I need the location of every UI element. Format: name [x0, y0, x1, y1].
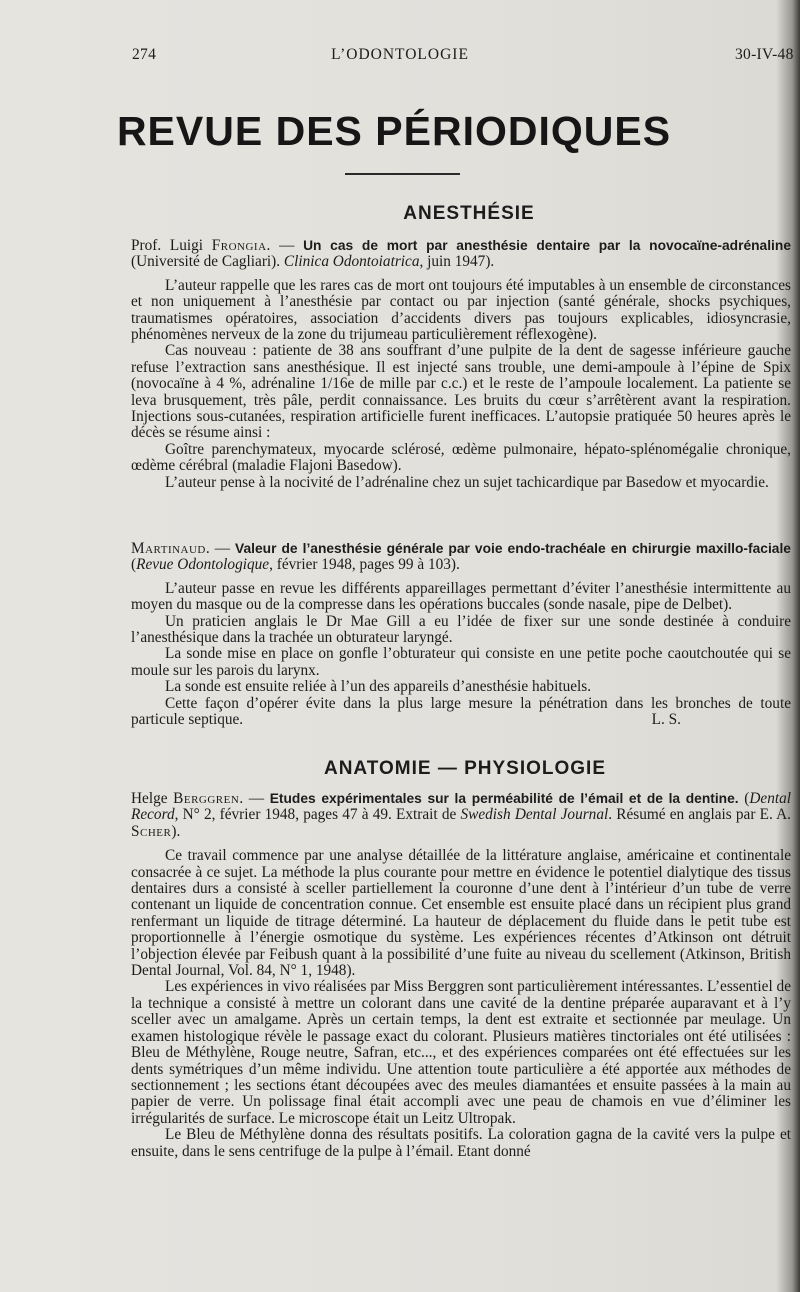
paragraph — [131, 696, 791, 729]
article-title: Etudes expérimentales sur la perméabilité de l’émail et de la dentine. — [269, 791, 739, 806]
signature-initials: L. S. — [651, 711, 681, 729]
paragraph-text: Cette façon d’opérer évite dans la plus large mesure la pénétration dans les bronches de toute particule septique. — [131, 694, 791, 729]
article-title: Un cas de mort par anesthésie dentaire par la novocaïne-adrénaline — [303, 238, 791, 253]
title-rule — [345, 173, 460, 175]
running-header: L’ODONTOLOGIE — [331, 46, 469, 63]
page-title: REVUE DES PÉRIODIQUES — [116, 108, 672, 154]
article-date: , février 1948, pages 99 à 103). — [269, 556, 460, 574]
journal-name: Dental Record — [131, 790, 791, 824]
page-number: 274 — [132, 46, 157, 63]
separator: . — — [205, 540, 236, 557]
paragraph: Un praticien anglais le Dr Mae Gill a eu l’idée de fixer sur une sonde destinée à conduire l’anesthésique dans la trachée un obturateur laryngé. — [131, 612, 791, 647]
separator: . — — [239, 790, 270, 807]
article-martinaud — [131, 541, 791, 728]
author-first: Helge — [131, 790, 174, 807]
paren-close: ). — [171, 822, 181, 840]
author-name: Frongia — [211, 237, 267, 254]
separator: . — — [266, 237, 304, 254]
journal-name: Clinica Odontoiatrica — [283, 253, 420, 271]
paragraph: L’auteur passe en revue les différents appareillages permettant d’éviter l’anesthésie intermittente au moyen du masque ou de la compresse dans les opérations buccales (sonde nasale, pipe de Delbet). — [131, 579, 791, 614]
paragraph: Cas nouveau : patiente de 38 ans souffrant d’une pulpite de la dent de sagesse inférieure gauche refuse l’extraction sans anesthésique. Il est injecté sans trouble, une demi-ampoule à l’épine de Spix (novocaïne à 4 %, adrénaline 1/16e de mille par c.c.) et le reste de l’ampoule localement. La patiente se leva brusquement, très pâle, perdit connaissance. Les bruits du cœur s’arrêtèrent avant la respiration. Injections sous-cutanées, respiration artificielle furent inefficaces. L’autopsie pratiquée 50 heures après le décès se résume ainsi : — [131, 342, 791, 442]
article-title: Valeur de l’anesthésie générale par voie endo-trachéale en chirurgie maxillo-faciale — [235, 541, 791, 556]
article-reference — [131, 238, 791, 271]
author-name: Berggren — [173, 790, 240, 807]
section-heading-anatomie: ANATOMIE — PHYSIOLOGIE — [323, 758, 607, 779]
paragraph: L’auteur pense à la nocivité de l’adrénaline chez un sujet tachicardique par Basedow et myocardie. — [165, 473, 769, 491]
article-date: , N° 2, février 1948, pages 47 à 49. Extrait de — [174, 806, 461, 824]
article-reference — [131, 791, 791, 840]
paragraph: Goître parenchymateux, myocarde sclérosé, œdème pulmonaire, hépato-splénomégalie chronique, œdème cérébral (maladie Flajoni Basedow). — [131, 440, 791, 475]
journal-name-2: Swedish Dental Journal — [460, 806, 609, 824]
section-heading-anesthesie: ANESTHÉSIE — [403, 203, 535, 224]
paragraph: La sonde est ensuite reliée à l’un des appareils d’anesthésie habituels. — [165, 678, 592, 696]
paragraph: Ce travail commence par une analyse détaillée de la littérature anglaise, américaine et continentale consacrée à ce sujet. La méthode la plus courante pour mettre en évidence le potentiel dialytique des tissus dentaires durs a consisté à sceller partiellement la couronne d’une dent à l’intérieur d’un tube de verre contenant un liquide de concentration connue. Cet ensemble est ensuite placé dans un récipient plus grand renfermant un liquide de titrage déterminé. La hauteur de déplacement du fluide dans le petit tube est proportionnelle à l’énergie osmotique du système. Les expériences récentes d’Atkinson ont détruit l’objection élevée par Feibush quant à la possibilité d’une fuite au niveau du scellement (Atkinson, British Dental Journal, Vol. 84, N° 1, 1948). — [131, 847, 791, 980]
article-date: , juin 1947). — [419, 253, 495, 271]
issue-date: 30-IV-48 — [735, 46, 794, 63]
author-first: Prof. Luigi — [131, 237, 212, 254]
paren-open: ( — [738, 790, 750, 807]
article-frongia — [131, 238, 791, 491]
paren-open: ( — [131, 556, 137, 574]
article-source: (Université de Cagliari). — [131, 253, 284, 271]
summary-note: . Résumé en anglais par E. A. — [608, 806, 791, 824]
journal-name: Revue Odontologique — [136, 556, 270, 574]
author-name: Martinaud — [131, 540, 206, 557]
article-berggren — [131, 791, 791, 1160]
paragraph: Les expériences in vivo réalisées par Miss Berggren sont particulièrement intéressantes. L’essentiel de la technique a consisté à mettre un colorant dans une cavité de la dentine préparée auparavant et à l’y sceller avec un amalgame. Après un certain temps, la dent est extraite et sectionnée par meulage. Un examen histologique révèle le passage exact du colorant. Plusieurs matières tinctoriales ont été utilisées : Bleu de Méthylène, Rouge neutre, Safran, etc..., et des expériences comparées ont été effectuées sur les dents symétriques d’un même individu. Une attention toute particulière a été apportée aux méthodes de sectionnement ; les sections étant découpées avec des meules diamantées et ensuite passées à la main au papier de verre. Un polissage final était accompli avec une peau de chamois en vue d’éliminer les irrégularités de surface. Le microscope était un Leitz Ultropak. — [131, 978, 791, 1127]
paragraph: La sonde mise en place on gonfle l’obturateur qui consiste en une petite poche caoutchoutée qui se moule sur les parois du larynx. — [131, 645, 791, 679]
paragraph: Le Bleu de Méthylène donna des résultats positifs. La coloration gagna de la cavité vers la pulpe et ensuite, dans le sens centrifuge de la pulpe à l’émail. Etant donné — [131, 1126, 791, 1160]
translator-name: Scher — [131, 822, 172, 840]
paragraph: L’auteur rappelle que les rares cas de mort ont toujours été imputables à un ensemble de circonstances et non uniquement à l’anesthésie par contact ou par injection (santé générale, shocks psychiques, traumatismes opératoires, association d’accidents divers pas toujours explicables, idiosyncrasie, phénomènes nerveux de la zone du trijumeau particulièrement réflexogène). — [131, 276, 791, 344]
article-reference — [131, 541, 791, 574]
